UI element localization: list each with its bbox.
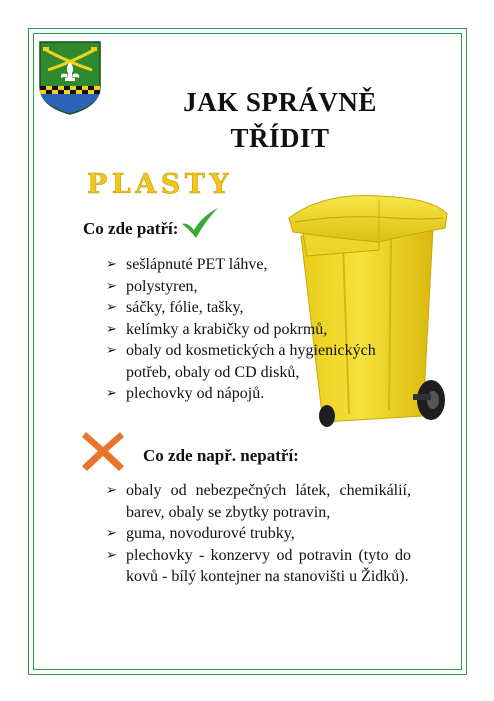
- belongs-heading: Co zde patří:: [83, 219, 179, 238]
- list-item: ➢ obaly od kosmetických a hygienických potřeb, obaly od CD disků,: [106, 342, 376, 381]
- not-belongs-list: [106, 480, 411, 588]
- municipal-crest: [38, 40, 102, 116]
- check-icon: [180, 206, 220, 240]
- list-item: ➢ sešlápnuté PET láhve,: [106, 254, 396, 276]
- arrowhead-bullet-icon: ➢: [106, 483, 117, 498]
- category-heading: PLASTY: [87, 169, 234, 200]
- belongs-list: [106, 254, 396, 405]
- arrowhead-bullet-icon: ➢: [106, 547, 117, 563]
- arrowhead-bullet-icon: ➢: [106, 386, 117, 401]
- list-item: ➢ obaly od nebezpečných látek, chemikálií, barev, obaly se zbytky potravin,: [106, 482, 411, 521]
- cross-icon: [80, 428, 126, 474]
- arrowhead-bullet-icon: ➢: [106, 321, 117, 337]
- list-item: ➢ polystyren,: [106, 276, 396, 298]
- list-item: ➢ plechovky od nápojů.: [106, 383, 396, 405]
- arrowhead-bullet-icon: ➢: [106, 278, 117, 294]
- arrowhead-bullet-icon: ➢: [106, 526, 117, 541]
- not-belongs-heading: Co zde např. nepatří:: [143, 446, 299, 465]
- page-title: [160, 84, 400, 156]
- list-item: ➢ kelímky a krabičky od pokrmů,: [106, 319, 396, 341]
- title-line-2: TŘÍDIT: [230, 123, 330, 153]
- list-item: ➢ plechovky - konzervy od potravin (tyto do kovů - bílý kontejner na stanovišti u Židků).: [106, 546, 411, 585]
- arrowhead-bullet-icon: ➢: [106, 257, 117, 272]
- list-item: ➢ guma, novodurové trubky,: [106, 523, 411, 545]
- arrowhead-bullet-icon: ➢: [106, 343, 117, 358]
- title-line-1: JAK SPRÁVNĚ: [183, 87, 377, 117]
- arrowhead-bullet-icon: ➢: [106, 300, 117, 315]
- list-item: ➢ sáčky, fólie, tašky,: [106, 297, 396, 319]
